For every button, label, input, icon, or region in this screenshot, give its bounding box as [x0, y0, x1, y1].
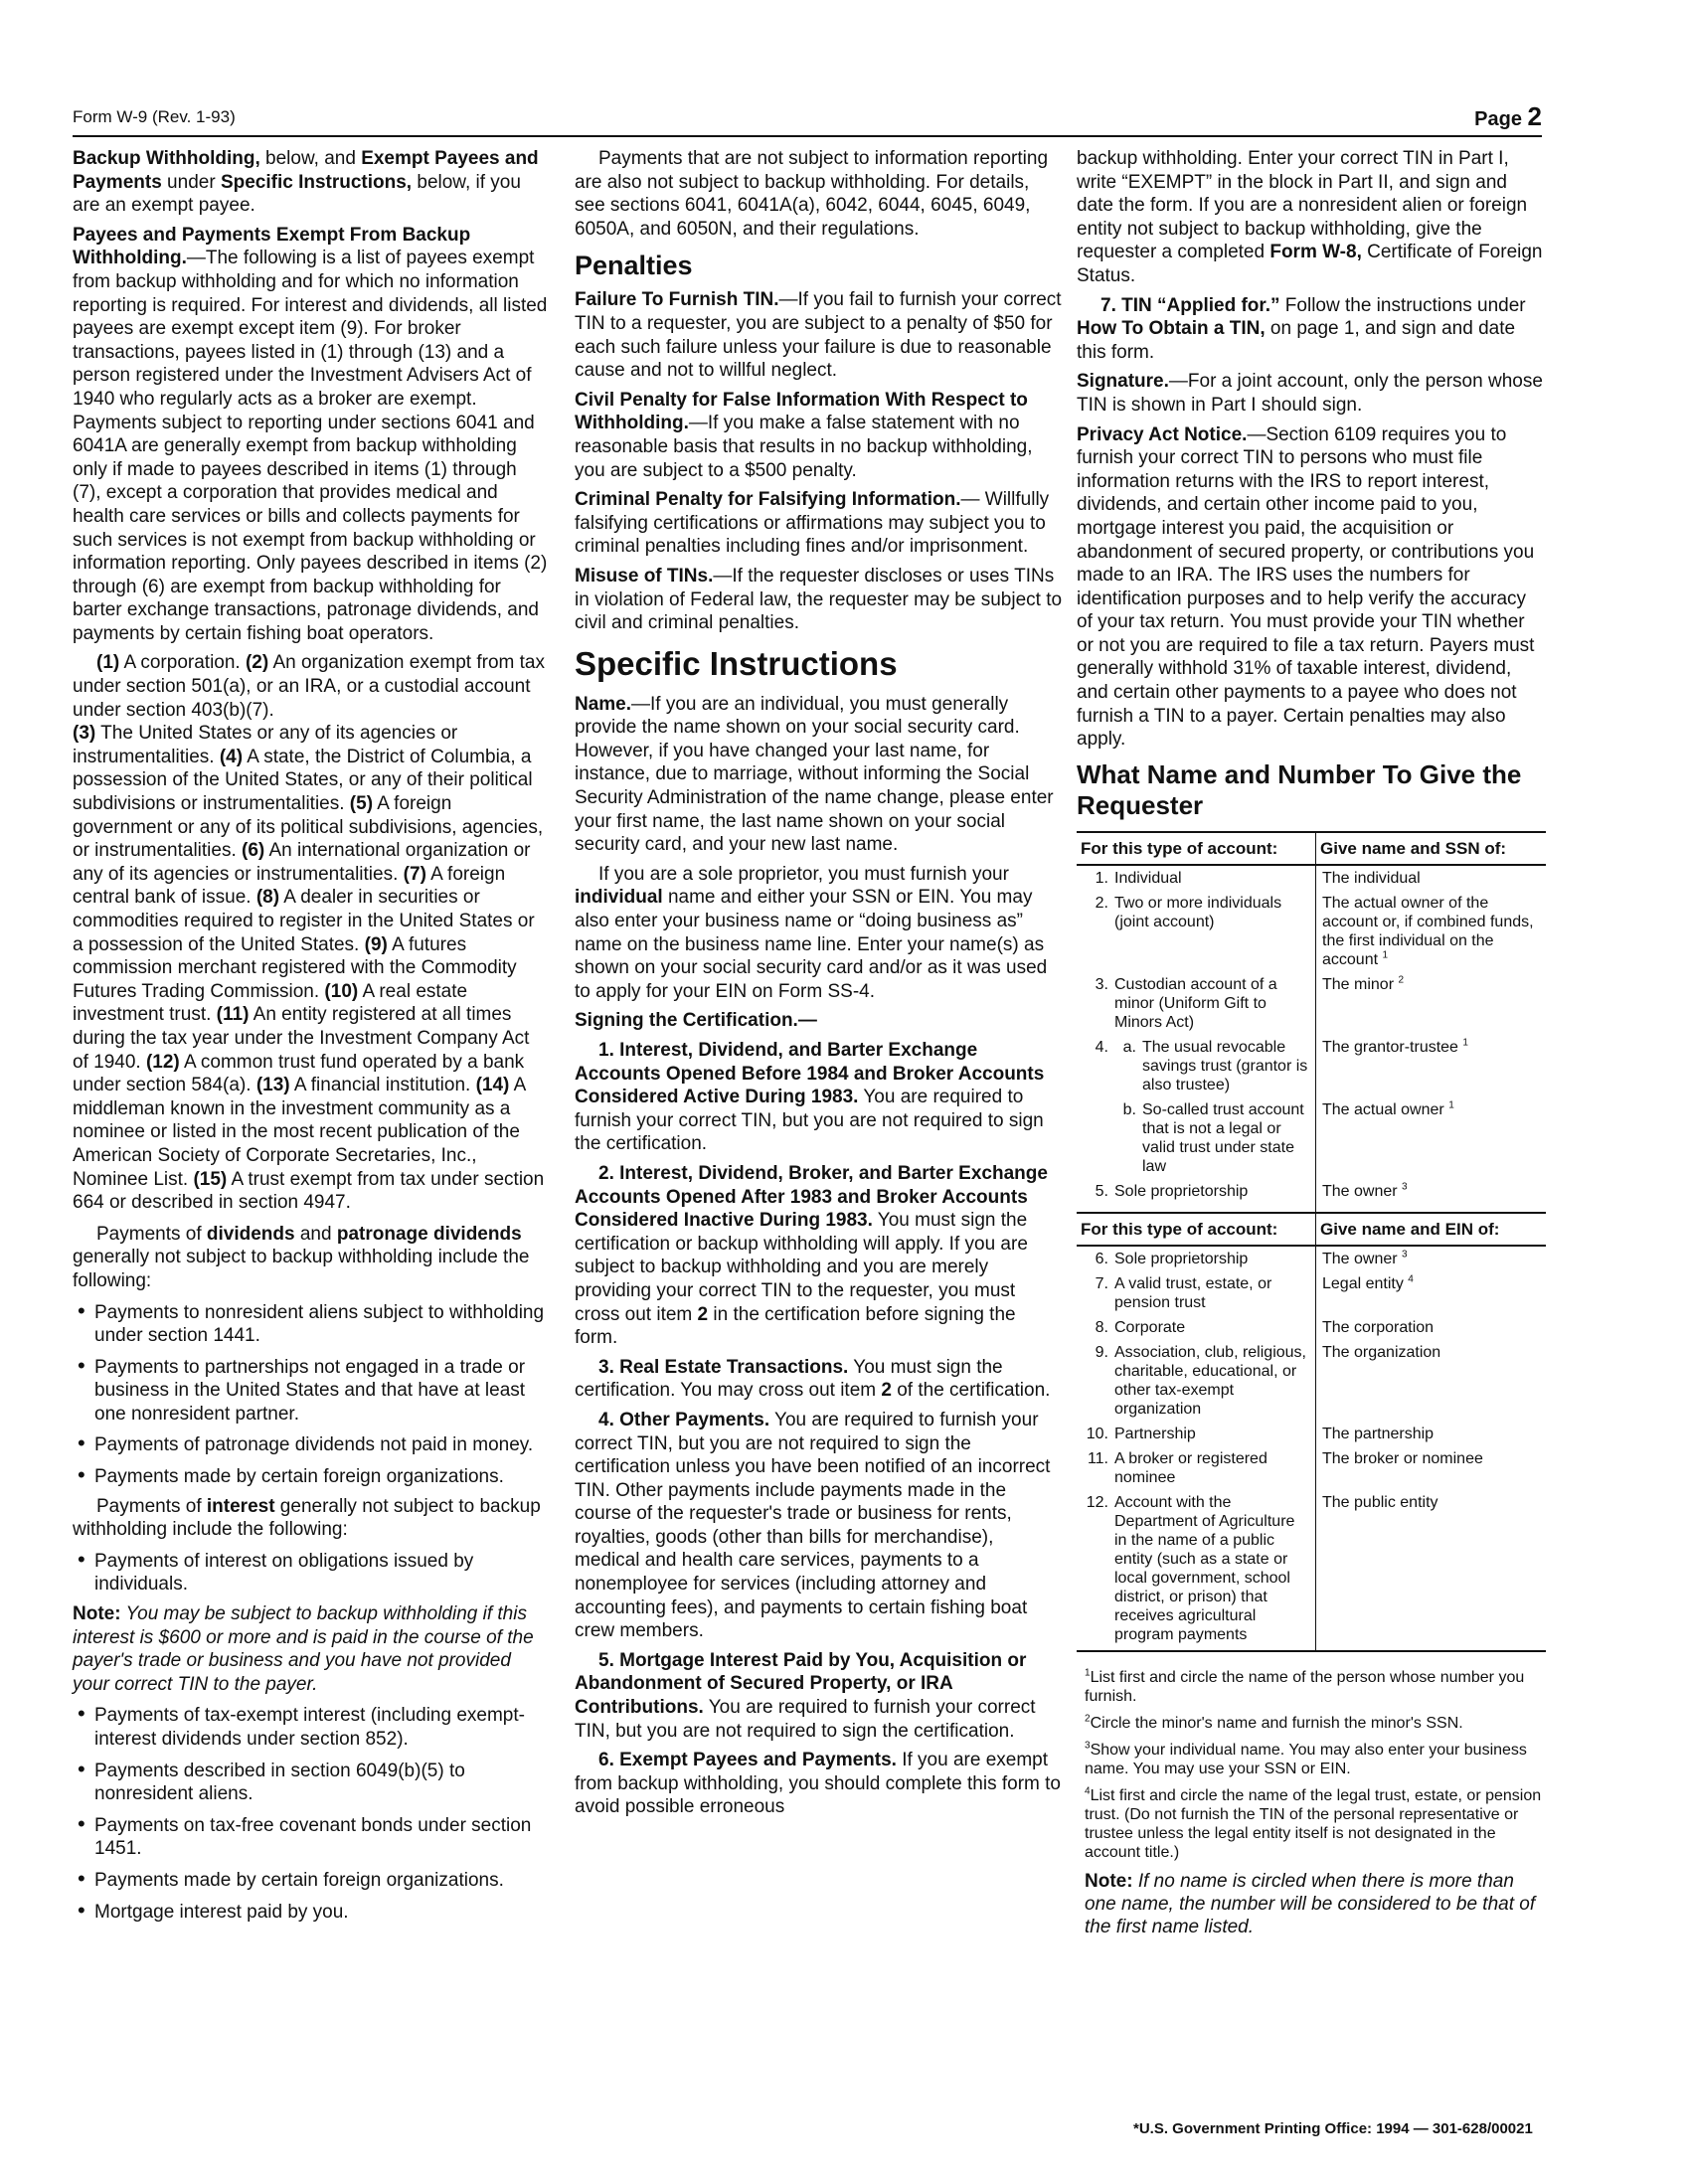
dividends-paragraph: Payments of dividends and patronage dividends generally not subject to backup withholding include the following:: [73, 1223, 530, 1291]
failure-to-furnish-paragraph: Failure To Furnish TIN.—If you fail to furnish your correct TIN to a requester, you are subject to a penalty of $50 for each such failure unless your failure is due to reasonable cause and not to willful neglect.: [575, 289, 1062, 382]
table-row: 1. Individual The individual: [1077, 865, 1546, 891]
page-number: Page 2: [1474, 101, 1542, 131]
table-row: 7. A valid trust, estate, or pension trust Legal entity $^4$: [1077, 1271, 1546, 1315]
signing-item-3: 3. Real Estate Transactions. You must sign the certification. You may cross out item 2 of the certification.: [575, 1356, 1051, 1402]
signing-heading: Signing the Certification.—: [575, 1010, 817, 1032]
list-item: • Payments to nonresident aliens subject to withholding under section 1441.: [73, 1299, 550, 1348]
signing-item-5: 5. Mortgage Interest Paid by You, Acquisition or Abandonment of Secured Property, or IRA Contributions. You are required to furnish your correct TIN, but you are not required to sign the certification.: [575, 1649, 1036, 1742]
privacy-act-paragraph: Privacy Act Notice.—Section 6109 requires you to furnish your correct TIN to persons who must file information returns with the IRS to report interest, dividends, and certain other income paid to you, mortgage interest you paid, the acquisition or abandonment of secured property, or contributions you made to an IRA. The IRS uses the numbers for identification purposes and to help verify the accuracy of your tax return. You must provide your TIN whether or not you are required to file a tax return. Payers must generally withhold 31% of taxable interest, dividend, and certain other payments to a payee who does not furnish a TIN to a payer. Certain penalties may also apply.: [1077, 423, 1535, 751]
exempt-list: (1) A corporation. (2) An organization exempt from tax under section 501(a), or an IRA, or a custodial account under section 403(b)(7). (3) The United States or any of its agencies or instrumentalities. (4) A state, the District of Columbia, a possession of the United States, or any of their political subdivisions or instrumentalities. (5) A foreign government or any of its political subdivisions, agencies, or instrumentalities. (6) An international organization or any of its agencies or instrumentalities. (7) A foreign central bank of issue. (8) A dealer in securities or commodities required to register in the United States or a possession of the United States. (9) A futures commission merchant registered with the Commodity Futures Trading Commission. (10) A real estate investment trust. (11) An entity registered at all times during the tax year under the Investment Company Act of 1940. (12) A common trust fund operated by a bank under section 584(a). (13) A financial institution. (14) A middleman known in the investment community as a nominee or listed in the most recent publication of the American Society of Corporate Secretaries, Inc., Nominee List. (15) A trust exempt from tax under section 664 or described in section 4947.: [73, 652, 545, 1214]
sole-proprietor-paragraph: If you are a sole proprietor, you must furnish your individual name and either your SSN or EIN. You may also enter your business name or “doing business as” name on the business name line. Enter your name(s) as shown on your social security card and/or as it was used to apply for your EIN on Form SS-4.: [575, 863, 1048, 1002]
civil-penalty-paragraph: Civil Penalty for False Information With Respect to Withholding.—If you make a false statement with no reasonable basis that results in no backup withholding, you are subject to a $500 penalty.: [575, 389, 1033, 481]
list-item: • Payments of interest on obligations issued by individuals.: [73, 1548, 550, 1596]
column-1: [73, 147, 550, 1930]
list-item: • Payments made by certain foreign organizations.: [73, 1463, 550, 1489]
intro-paragraph: Backup Withholding, below, and Exempt Payees and Payments under Specific Instructions, below, if you are an exempt payee.: [73, 148, 539, 217]
table-row: 10. Partnership The partnership: [1077, 1422, 1546, 1446]
table-row: 9. Association, club, religious, charitable, educational, or other tax-exempt organization The organization: [1077, 1340, 1546, 1422]
exempt-payees-paragraph: Payees and Payments Exempt From Backup Withholding.—The following is a list of payees exempt from backup withholding and for which no information reporting is required. For interest and dividends, all listed payees are exempt except item (9). For broker transactions, payees listed in (1) through (13) and a person registered under the Investment Advisers Act of 1940 who regularly acts as a broker are exempt. Payments subject to reporting under sections 6041 and 6041A are generally exempt from backup withholding only if made to payees described in items (1) through (7), except a corporation that provides medical and health care services or bills and collects payments for such services is not exempt from backup withholding or information reporting. Only payees described in items (2) through (6) are exempt from backup withholding for barter exchange transactions, patronage dividends, and payments by certain fishing boat operators.: [73, 224, 548, 644]
list-item: • Payments made by certain foreign organizations.: [73, 1867, 550, 1893]
name-paragraph: Name.—If you are an individual, you must generally provide the name shown on your social security card. However, if you have changed your last name, for instance, due to marriage, without informing the Social Security Administration of the name change, please enter your first name, the last name shown on your social security card, and your new last name.: [575, 693, 1054, 856]
list-item: • Payments on tax-free covenant bonds under section 1451.: [73, 1812, 550, 1861]
table-row: 5. Sole proprietorship The owner $^3$: [1077, 1179, 1546, 1204]
signing-item-7: 7. TIN “Applied for.” Follow the instructions under How To Obtain a TIN, on page 1, and sign and date this form.: [1077, 294, 1526, 363]
table-row: 11. A broker or registered nominee The broker or nominee: [1077, 1446, 1546, 1490]
printing-office-line: *U.S. Government Printing Office: 1994 — 301-628/00021: [1133, 2120, 1533, 2137]
table-header-ssn: For this type of account: Give name and SSN of:: [1077, 832, 1546, 865]
signing-item-4: 4. Other Payments. You are required to furnish your correct TIN, but you are not required to sign the certification unless you have been notified of an incorrect TIN. Other payments include payments made in the course of the requester's trade or business for rents, royalties, goods (other than bills for merchandise), medical and health care services, payments to a nonemployee for services (including attorney and accounting fees), and payments to certain fishing boat crew members.: [575, 1409, 1051, 1642]
signature-paragraph: Signature.—For a joint account, only the person whose TIN is shown in Part I should sign.: [1077, 371, 1543, 416]
footnote-2: $^2$Circle the minor's name and furnish the minor's SSN.: [1085, 1713, 1463, 1732]
table-row: 8. Corporate The corporation: [1077, 1315, 1546, 1340]
footnote-4: $^4$List first and circle the name of the legal trust, estate, or pension trust. (Do not furnish the TIN of the personal representative or trustee unless the legal entity itself is not designated in the account title.): [1085, 1785, 1542, 1861]
list-item: • Payments of patronage dividends not paid in money.: [73, 1431, 550, 1457]
table-row: 3. Custodian account of a minor (Uniform Gift to Minors Act) The minor $^2$: [1077, 972, 1546, 1035]
list-item: • Mortgage interest paid by you.: [73, 1899, 550, 1925]
page-header: [73, 99, 1542, 137]
specific-instructions-heading: Specific Instructions: [575, 644, 898, 682]
column-3: [1077, 147, 1546, 1938]
table-row: 4. a. The usual revocable savings trust (grantor is also trustee) The grantor-trustee $^1$: [1077, 1035, 1546, 1097]
table-row: 12. Account with the Department of Agriculture in the name of a public entity (such as a state or local government, school district, or prison) that receives agricultural program payments The public entity: [1077, 1490, 1546, 1651]
table-row: 2. Two or more individuals (joint account) The actual owner of the account or, if combined funds, the first individual on the account $^1$: [1077, 891, 1546, 972]
requester-table-heading: What Name and Number To Give the Requester: [1077, 758, 1522, 820]
requester-table: [1077, 831, 1546, 1652]
table-row: 6. Sole proprietorship The owner $^3$: [1077, 1246, 1546, 1271]
penalties-heading: Penalties: [575, 251, 693, 281]
column-2: [575, 147, 1064, 1825]
list-item: • Payments described in section 6049(b)(5) to nonresident aliens.: [73, 1758, 550, 1806]
table-note: Note: If no name is circled when there is more than one name, the number will be considered to be that of the first name listed.: [1085, 1870, 1536, 1937]
signing-item-1: 1. Interest, Dividend, and Barter Exchange Accounts Opened Before 1984 and Broker Accounts Considered Active During 1983. You are required to furnish your correct TIN, but you are not required to sign the certification.: [575, 1040, 1045, 1155]
form-id: Form W-9 (Rev. 1-93): [73, 107, 236, 126]
footnote-3: $^3$Show your individual name. You may also enter your business name. You may use your SSN or EIN.: [1085, 1740, 1527, 1777]
interest-note: Note: You may be subject to backup withholding if this interest is $600 or more and is paid in the course of the payer's trade or business and you have not provided your correct TIN to the payer.: [73, 1603, 534, 1695]
list-item: • Payments of tax-exempt interest (including exempt-interest dividends under section 852).: [73, 1702, 550, 1751]
footnote-1: $^1$List first and circle the name of the person whose number you furnish.: [1085, 1667, 1525, 1705]
list-item: • Payments to partnerships not engaged in a trade or business in the United States and that have at least one nonresident partner.: [73, 1354, 550, 1427]
interest-paragraph: Payments of interest generally not subject to backup withholding include the following:: [73, 1495, 541, 1541]
reporting-paragraph: Payments that are not subject to information reporting are also not subject to backup withholding. For details, see sections 6041, 6041A(a), 6042, 6044, 6045, 6049, 6050A, and 6050N, and their regulations.: [575, 148, 1049, 240]
table-row: b. So-called trust account that is not a legal or valid trust under state law The actual owner $^1$: [1077, 1097, 1546, 1179]
misuse-paragraph: Misuse of TINs.—If the requester discloses or uses TINs in violation of Federal law, the requester may be subject to civil and criminal penalties.: [575, 565, 1063, 634]
signing-item-6: 6. Exempt Payees and Payments. If you are exempt from backup withholding, you should complete this form to avoid possible erroneous: [575, 1750, 1061, 1818]
table-header-ein: For this type of account: Give name and EIN of:: [1077, 1213, 1546, 1246]
exempt-continued-paragraph: backup withholding. Enter your correct TIN in Part I, write “EXEMPT” in the block in Part II, and sign and date the form. If you are a nonresident alien or foreign entity not subject to backup withholding, give the requester a completed Form W-8, Certificate of Foreign Status.: [1077, 148, 1543, 286]
signing-item-2: 2. Interest, Dividend, Broker, and Barter Exchange Accounts Opened After 1983 and Broker Accounts Considered Inactive During 1983. You must sign the certification or backup withholding will apply. If you are subject to backup withholding and you are merely providing your correct TIN to the requester, you must cross out item 2 in the certification before signing the form.: [575, 1162, 1048, 1349]
criminal-penalty-paragraph: Criminal Penalty for Falsifying Information.— Willfully falsifying certifications or affirmations may subject you to criminal penalties including fines and/or imprisonment.: [575, 489, 1050, 558]
